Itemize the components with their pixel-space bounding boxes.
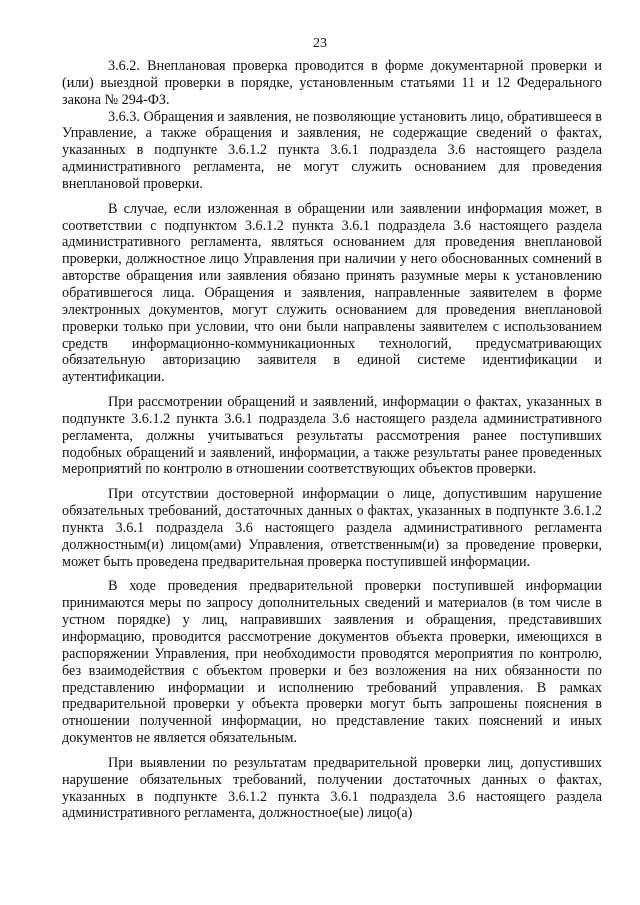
paragraph-authorship-doubts: В случае, если изложенная в обращении или заявлении информация может, в соответствии с подпунктом 3.6.1.2 пункта 3.6.1 подраздела 3.6 настоящего раздела административного регламента, являться основанием для проведения внеплановой проверки, должностное лицо Управления при наличии у него обоснованных сомнений в авторстве обращения или заявления обязано принять разумные меры к установлению обратившегося лица. Обращения и заявления, направленные заявителем в форме электронных документов, могут служить основанием для проведения внеплановой проверки только при условии, что они были направлены заявителем с использованием средств информационно-коммуникационных технологий, предусматривающих обязательную авторизацию заявителя в единой системе идентификации и аутентификации. (62, 200, 602, 386)
paragraph-3-6-2: 3.6.2. Внеплановая проверка проводится в форме документарной проверки и (или) выездной проверки в порядке, установленным статьями 11 и 12 Федерального закона № 294-ФЗ. (62, 58, 602, 108)
document-body (62, 58, 602, 822)
page-number: 23 (313, 36, 327, 51)
paragraph-3-6-3: 3.6.3. Обращения и заявления, не позволяющие установить лицо, обратившееся в Управление, а также обращения и заявления, не содержащие сведений о фактах, указанных в подпункте 3.6.1.2 пункта 3.6.1 подраздела 3.6 настоящего раздела административного регламента, не могут служить основанием для проведения внеплановой проверки. (62, 108, 602, 192)
paragraph-preliminary-measures: В ходе проведения предварительной проверки поступившей информации принимаются меры по запросу дополнительных сведений и материалов (в том числе в устном порядке) у лиц, направивших заявления и обращения, представивших информацию, проводится рассмотрение документов объекта проверки, имеющихся в распоряжении Управления, при необходимости проводятся мероприятия по контролю, без взаимодействия с объектом проверки и без возложения на них обязанности по представлению информации и исполнению требований управления. В рамках предварительной проверки у объекта проверки могут быть запрошены пояснения в отношении полученной информации, но представление таких пояснений и иных документов не является обязательным. (62, 578, 602, 747)
paragraph-consideration: При рассмотрении обращений и заявлений, информации о фактах, указанных в подпункте 3.6.1.2 пункта 3.6.1 подраздела 3.6 настоящего раздела административного регламента, должны учитываться результаты рассмотрения ранее поступивших подобных обращений и заявлений, информации, а также результаты ранее проведенных мероприятий по контролю в отношении соответствующих объектов проверки. (62, 394, 602, 478)
paragraph-violation-found: При выявлении по результатам предварительной проверки лиц, допустивших нарушение обязательных требований, получении достаточных данных о фактах, указанных в подпункте 3.6.1.2 пункта 3.6.1 подраздела 3.6 настоящего раздела административного регламента, должностное(ые) лицо(а) (62, 754, 602, 822)
paragraph-preliminary-check: При отсутствии достоверной информации о лице, допустившим нарушение обязательных требований, достаточных данных о фактах, указанных в подпункте 3.6.1.2 пункта 3.6.1 подраздела 3.6 настоящего раздела административного регламента должностным(и) лицом(ами) Управления, ответственным(и) за проведение проверки, может быть проведена предварительная проверка поступившей информации. (62, 486, 602, 570)
